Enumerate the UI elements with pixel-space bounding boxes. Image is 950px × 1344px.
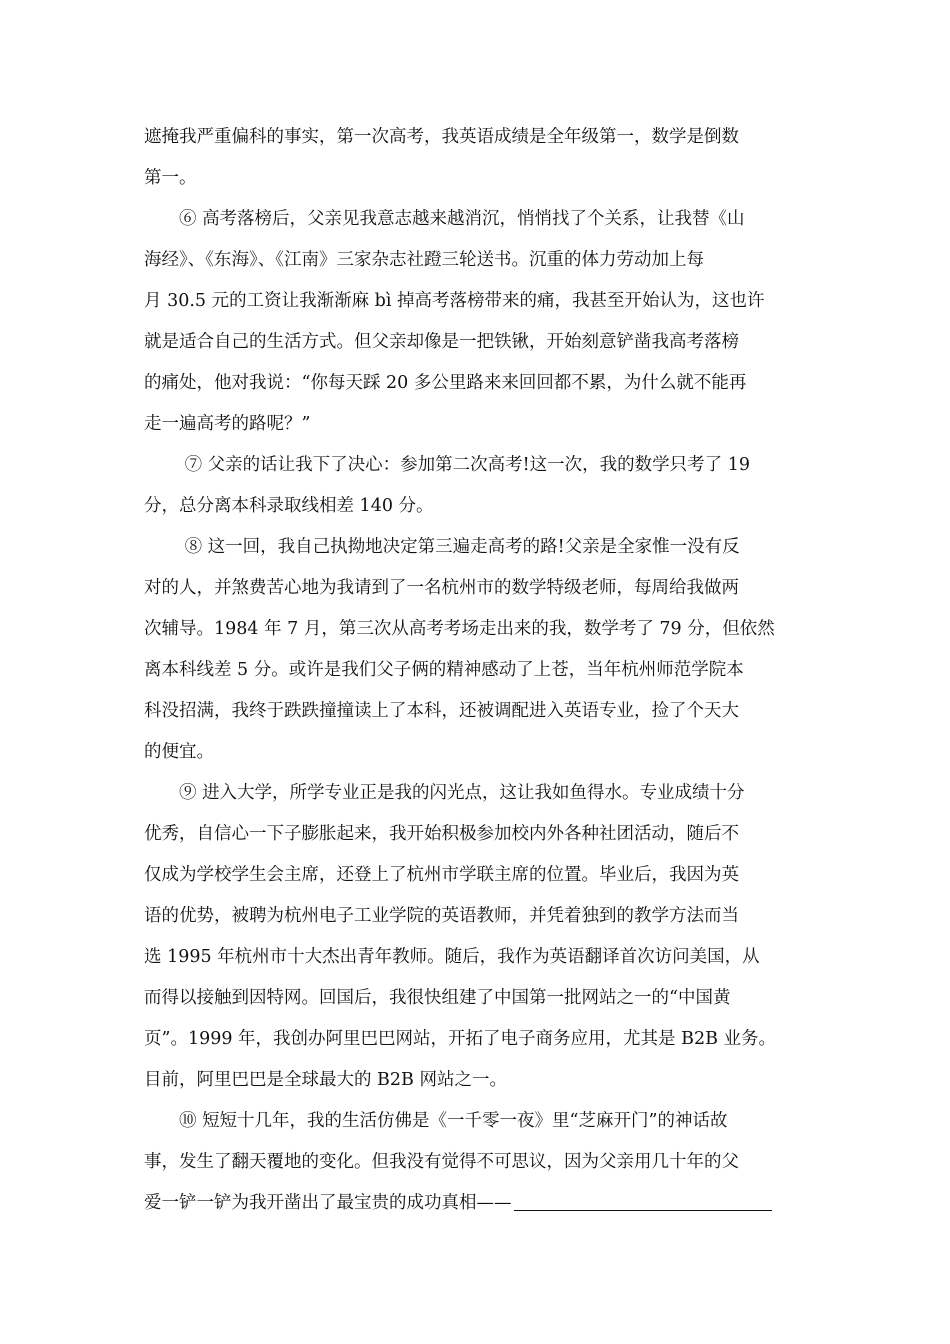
text-line: 语的优势，被聘为杭州电子工业学院的英语教师，并凭着独到的教学方法而当 — [144, 906, 739, 926]
paragraph-10-line: ⑩ 短短十几年，我的生活仿佛是《一千零一夜》里“芝麻开门”的神话故 — [144, 1111, 728, 1131]
text-line: 的便宜。 — [144, 742, 214, 762]
text-line: 选 1995 年杭州市十大杰出青年教师。随后，我作为英语翻译首次访问美国，从 — [144, 947, 760, 967]
text-line: 目前，阿里巴巴是全球最大的 B2B 网站之一。 — [144, 1070, 507, 1090]
text-line: 而得以接触到因特网。回国后，我很快组建了中国第一批网站之一的“中国黄 — [144, 988, 731, 1008]
text-line: 海经》、《东海》、《江南》三家杂志社蹬三轮送书。沉重的体力劳动加上每 — [144, 250, 704, 270]
text-line: 就是适合自己的生活方式。但父亲却像是一把铁锹，开始刻意铲凿我高考落榜 — [144, 332, 739, 352]
text-line: 分，总分离本科录取线相差 140 分。 — [144, 496, 434, 516]
text-line: 科没招满，我终于跌跌撞撞读上了本科，还被调配进入英语专业，捡了个天大 — [144, 701, 739, 721]
text-line: 事，发生了翻天覆地的变化。但我没有觉得不可思议，因为父亲用几十年的父 — [144, 1152, 739, 1172]
final-line — [144, 1183, 820, 1224]
paragraph-6-line: ⑥ 高考落榜后，父亲见我意志越来越消沉，悄悄找了个关系，让我替《山 — [144, 209, 745, 229]
paragraph-8-line: ⑧ 这一回，我自己执拗地决定第三遍走高考的路!父亲是全家惟一没有反 — [144, 537, 740, 557]
answer-blank[interactable] — [514, 1186, 772, 1211]
article-body — [144, 117, 820, 1224]
paragraph-9-line: ⑨ 进入大学，所学专业正是我的闪光点，这让我如鱼得水。专业成绩十分 — [144, 783, 745, 803]
text-line: 次辅导。1984 年 7 月，第三次从高考考场走出来的我，数学考了 79 分，但依然 — [144, 619, 775, 639]
text-line: 第一。 — [144, 168, 197, 188]
paragraph-7-line: ⑦ 父亲的话让我下了决心：参加第二次高考!这一次，我的数学只考了 19 — [144, 455, 750, 475]
text-line: 对的人，并煞费苦心地为我请到了一名杭州市的数学特级老师，每周给我做两 — [144, 578, 739, 598]
text-line: 月 30.5 元的工资让我渐渐麻 bì 掉高考落榜带来的痛，我甚至开始认为，这也许 — [144, 291, 765, 311]
text-line: 走一遍高考的路呢？” — [144, 414, 311, 434]
final-line-text: 爱一铲一铲为我开凿出了最宝贵的成功真相—— — [144, 1193, 512, 1213]
text-line: 仅成为学校学生会主席，还登上了杭州市学联主席的位置。毕业后，我因为英 — [144, 865, 739, 885]
text-line: 优秀，自信心一下子膨胀起来，我开始积极参加校内外各种社团活动，随后不 — [144, 824, 739, 844]
text-line: 页”。1999 年，我创办阿里巴巴网站，开拓了电子商务应用，尤其是 B2B 业务。 — [144, 1029, 777, 1049]
text-line: 的痛处，他对我说：“你每天踩 20 多公里路来来回回都不累，为什么就不能再 — [144, 373, 747, 393]
text-line: 离本科线差 5 分。或许是我们父子俩的精神感动了上苍，当年杭州师范学院本 — [144, 660, 744, 680]
text-line: 遮掩我严重偏科的事实，第一次高考，我英语成绩是全年级第一，数学是倒数 — [144, 127, 739, 147]
